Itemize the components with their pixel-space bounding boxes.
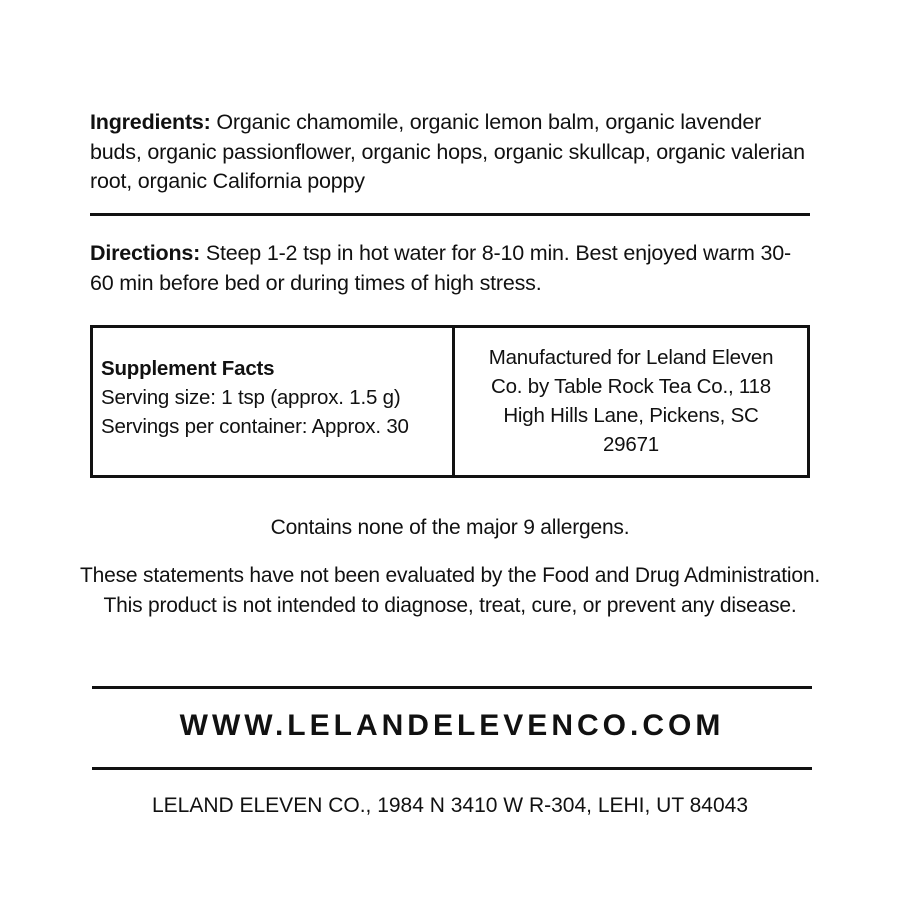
allergen-statement: Contains none of the major 9 allergens. <box>270 516 630 539</box>
serving-size: Serving size: 1 tsp (approx. 1.5 g) <box>101 386 401 409</box>
servings-per-container: Servings per container: Approx. 30 <box>101 415 409 438</box>
supplement-facts-panel <box>93 328 455 475</box>
company-address: LELAND ELEVEN CO., 1984 N 3410 W R-304, LEHI, UT 84043 <box>151 794 749 817</box>
ingredients-section <box>90 108 810 197</box>
directions-text: Steep 1-2 tsp in hot water for 8-10 min. Best enjoyed warm 30-60 min before bed or during times of high stress. <box>90 241 792 295</box>
directions-section <box>90 239 810 298</box>
ingredients-label: Ingredients: <box>90 110 211 134</box>
supplement-facts-box <box>90 325 810 478</box>
fda-disclaimer: These statements have not been evaluated by the Food and Drug Administration. This product is not intended to diagnose, treat, cure, or prevent any disease. <box>80 564 820 617</box>
divider <box>92 767 812 770</box>
website-url: WWW.LELANDELEVENCO.COM <box>179 709 725 742</box>
supplement-facts-title: Supplement Facts <box>101 357 275 380</box>
directions-label: Directions: <box>90 241 201 265</box>
divider <box>90 213 810 216</box>
manufacturer-text: Manufactured for Leland Eleven Co. by Table Rock Tea Co., 118 High Hills Lane, Pickens, SC 29671 <box>488 346 774 456</box>
divider <box>92 686 812 689</box>
ingredients-text: Organic chamomile, organic lemon balm, organic lavender buds, organic passionflower, organic hops, organic skullcap, organic valerian root, organic California poppy <box>90 110 805 193</box>
manufacturer-panel <box>455 328 807 475</box>
